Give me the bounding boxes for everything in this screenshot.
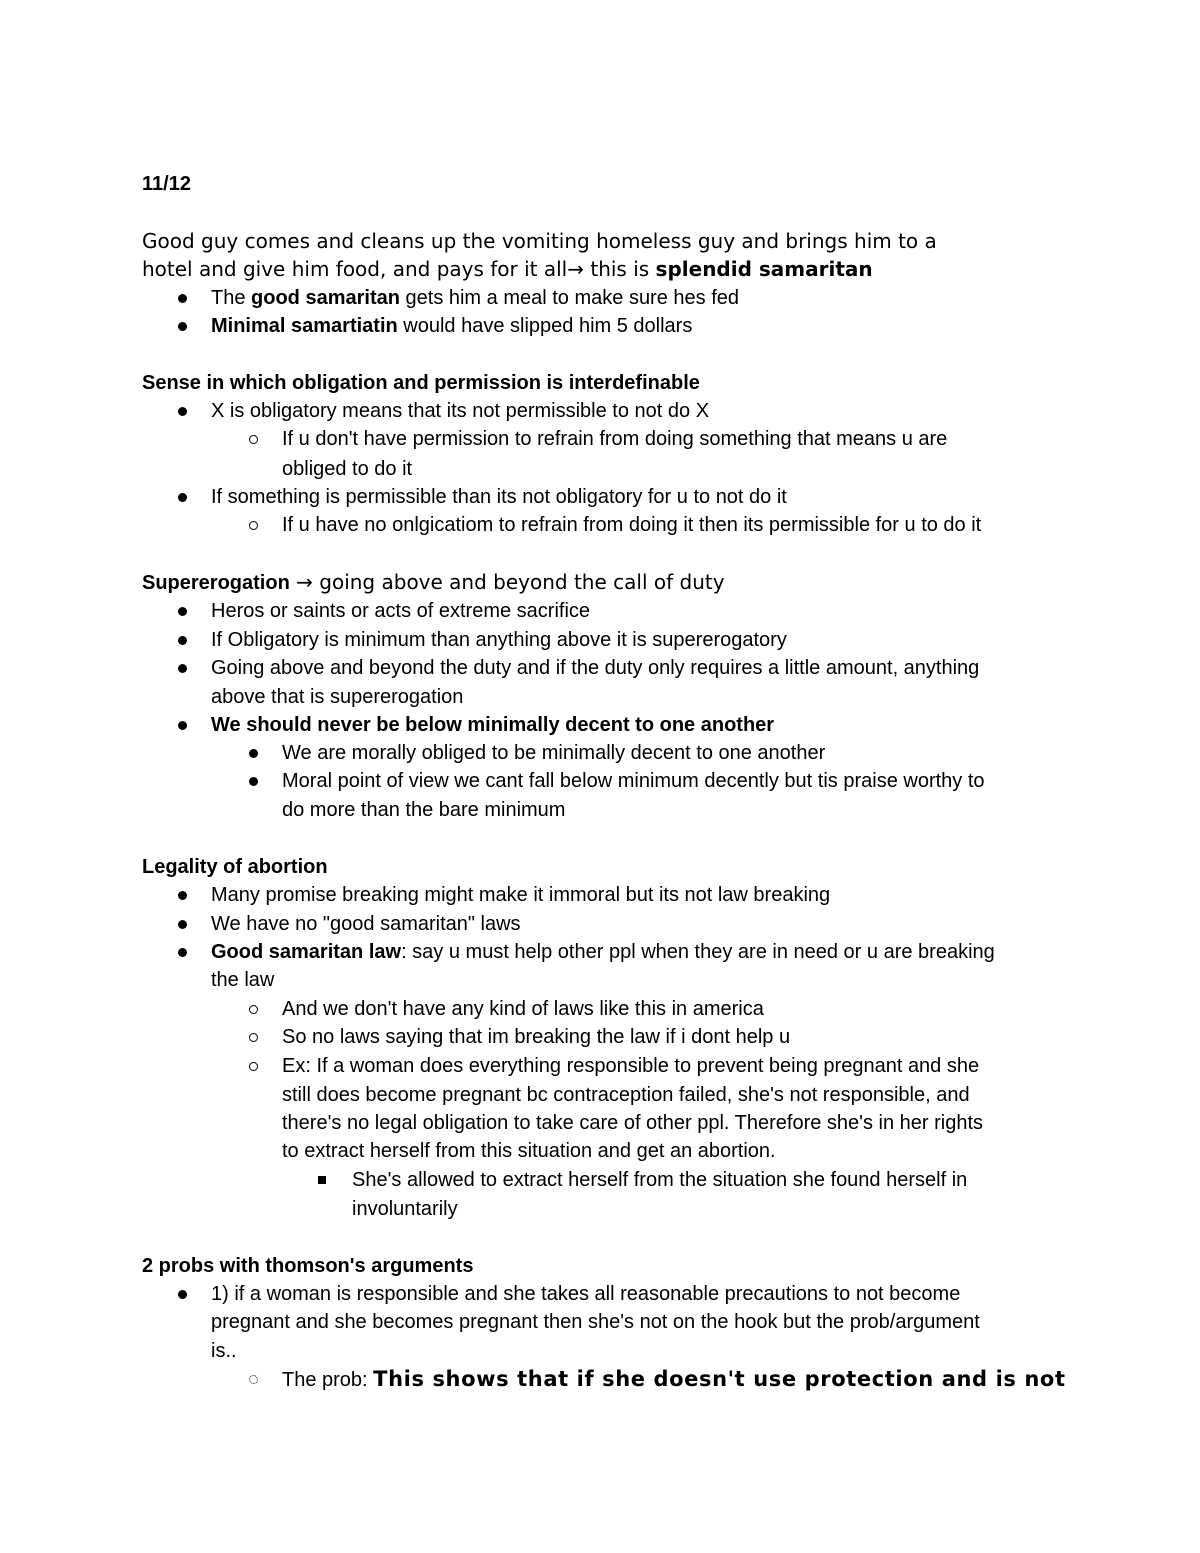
intro-line-2-mid: this is <box>584 257 656 281</box>
list-item: We have no "good samaritan" laws <box>211 913 521 935</box>
section-heading-supererogation <box>142 570 725 595</box>
list-item: Ex: If a woman does everything responsible to prevent being pregnant and she <box>282 1055 980 1077</box>
bullet-disc-icon <box>178 948 187 957</box>
list-item: We are morally obliged to be minimally decent to one another <box>282 742 826 764</box>
list-item <box>211 286 739 310</box>
intro-line-2-text: hotel and give him food, and pays for it all <box>142 257 568 281</box>
list-item <box>211 940 995 964</box>
bullet-circle-icon <box>249 435 258 444</box>
minimal-samaritan-term: Minimal samartiatin <box>211 315 398 337</box>
bullet-square-icon <box>318 1176 326 1184</box>
list-item: X is obligatory means that its not permissible to not do X <box>211 400 710 422</box>
list-item-text: would have slipped him 5 dollars <box>397 315 693 337</box>
list-item-text: : say u must help other ppl when they are in need or u are breaking <box>401 941 995 963</box>
bullet-disc-icon <box>249 749 258 758</box>
section-heading-interdefinable: Sense in which obligation and permission is interdefinable <box>142 372 700 394</box>
bullet-disc-icon <box>178 636 187 645</box>
list-item: And we don't have any kind of laws like this in america <box>282 998 764 1020</box>
bullet-disc-icon <box>178 322 187 331</box>
bullet-disc-icon <box>178 664 187 673</box>
list-item: If u have no onlgicatiom to refrain from doing it then its permissible for u to do it <box>282 514 982 536</box>
list-item-continuation: involuntarily <box>352 1198 458 1220</box>
bullet-disc-icon <box>178 920 187 929</box>
list-item-continuation: pregnant and she becomes pregnant then she's not on the hook but the prob/argument <box>211 1311 980 1333</box>
bullet-disc-icon <box>249 777 258 786</box>
section-heading-probs: 2 probs with thomson's arguments <box>142 1255 474 1277</box>
list-item-continuation: there's no legal obligation to take care of other ppl. Therefore she's in her rights <box>282 1112 984 1134</box>
bullet-circle-icon <box>249 521 258 530</box>
bullet-disc-icon <box>178 1290 187 1299</box>
bullet-disc-icon <box>178 294 187 303</box>
list-item-continuation: above that is supererogation <box>211 686 464 708</box>
list-item: Moral point of view we cant fall below minimum decently but tis praise worthy to <box>282 770 985 792</box>
date-heading: 11/12 <box>142 173 191 195</box>
list-item-continuation: to extract herself from this situation and get an abortion. <box>282 1140 776 1162</box>
list-item: She's allowed to extract herself from the situation she found herself in <box>352 1169 968 1191</box>
list-item: So no laws saying that im breaking the law if i dont help u <box>282 1026 791 1048</box>
splendid-samaritan-term: splendid samaritan <box>655 257 873 281</box>
list-item: Heros or saints or acts of extreme sacrifice <box>211 600 591 622</box>
list-item-text: The prob: <box>282 1369 374 1391</box>
list-item-continuation: obliged to do it <box>282 458 413 480</box>
bullet-disc-icon <box>178 891 187 900</box>
bullet-circle-icon <box>249 1062 258 1071</box>
list-item: If something is permissible than its not obligatory for u to not do it <box>211 486 787 508</box>
list-item-text: The <box>211 287 252 309</box>
list-item-continuation: is.. <box>211 1340 237 1362</box>
bullet-disc-icon <box>178 407 187 416</box>
emphasized-text: This shows that if she doesn't use protection and is not <box>373 1367 1066 1391</box>
arrow-icon: → <box>567 257 584 281</box>
supererogation-term: Supererogation <box>142 572 290 594</box>
bullet-circle-icon <box>249 1005 258 1014</box>
list-item: Going above and beyond the duty and if the duty only requires a little amount, anything <box>211 657 980 679</box>
list-item: If u don't have permission to refrain from doing something that means u are <box>282 428 948 450</box>
list-item: If Obligatory is minimum than anything above it is supererogatory <box>211 629 787 651</box>
bullet-disc-icon <box>178 493 187 502</box>
list-item-continuation: still does become pregnant bc contraception failed, she's not responsible, and <box>282 1084 970 1106</box>
list-item-continuation: the law <box>211 969 275 991</box>
list-item <box>211 314 692 338</box>
section-heading-legality: Legality of abortion <box>142 856 328 878</box>
bullet-disc-icon <box>178 607 187 616</box>
intro-line-2 <box>142 257 873 281</box>
intro-line-1: Good guy comes and cleans up the vomiting homeless guy and brings him to a <box>142 229 937 253</box>
bullet-circle-icon <box>249 1033 258 1042</box>
list-item <box>282 1367 1066 1392</box>
good-samaritan-term: good samaritan <box>251 287 400 309</box>
list-item-text: gets him a meal to make sure hes fed <box>399 287 740 309</box>
list-item: We should never be below minimally decent to one another <box>211 714 775 736</box>
list-item: Many promise breaking might make it immoral but its not law breaking <box>211 884 831 906</box>
list-item-continuation: do more than the bare minimum <box>282 799 566 821</box>
good-samaritan-law-term: Good samaritan law <box>211 941 402 963</box>
bullet-disc-icon <box>178 721 187 730</box>
list-item: 1) if a woman is responsible and she takes all reasonable precautions to not become <box>211 1283 961 1305</box>
supererogation-definition: → going above and beyond the call of duty <box>289 570 725 594</box>
bullet-circle-icon <box>249 1375 258 1384</box>
